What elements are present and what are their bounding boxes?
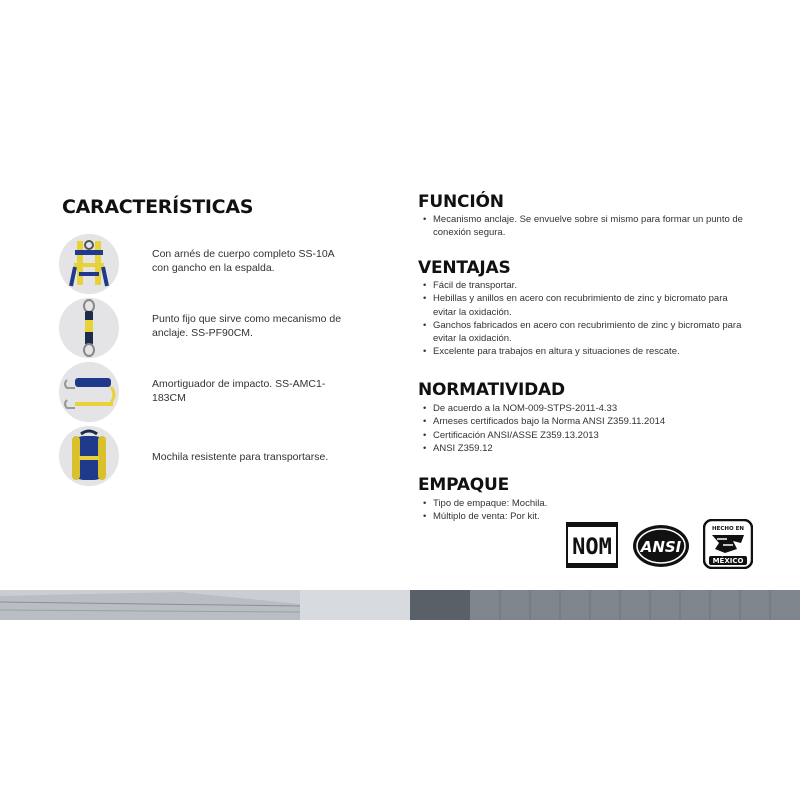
funcion-title: FUNCIÓN — [418, 192, 504, 212]
feature-item — [59, 234, 399, 296]
ventajas-list — [423, 279, 753, 359]
characteristics-title: CARACTERÍSTICAS — [62, 196, 254, 218]
feature-text: Amortiguador de impacto. SS-AMC1-183CM — [152, 378, 326, 404]
list-item: • De acuerdo a la NOM-009-STPS-2011-4.33 — [423, 402, 753, 415]
empaque-title: EMPAQUE — [418, 475, 510, 495]
list-item: • Múltiplo de venta: Por kit. — [423, 510, 753, 523]
feature-text: Con arnés de cuerpo completo SS-10A con gancho en la espalda. — [152, 248, 335, 274]
list-item: • Arneses certificados bajo la Norma ANSI Z359.11.2014 — [423, 415, 753, 428]
nom-logo — [566, 522, 618, 568]
list-item: • Excelente para trabajos en altura y situaciones de rescate. — [423, 345, 753, 358]
list-item: • Ganchos fabricados en acero con recubrimiento de zinc y bicromato para evitar la oxidación. — [423, 319, 753, 346]
harness-icon — [59, 234, 119, 294]
list-item: • ANSI Z359.12 — [423, 442, 753, 455]
hecho-top-text: HECHO EN — [712, 526, 744, 532]
building-banner-image — [0, 590, 800, 620]
ansi-logo-text: ANSI — [640, 538, 682, 556]
list-item: • Certificación ANSI/ASSE Z359.13.2013 — [423, 429, 753, 442]
list-item: • Mecanismo anclaje. Se envuelve sobre si mismo para formar un punto de conexión segura. — [423, 213, 753, 240]
ventajas-title: VENTAJAS — [418, 258, 511, 278]
list-item: • Tipo de empaque: Mochila. — [423, 497, 753, 510]
hecho-en-mexico-logo — [703, 519, 753, 569]
feature-item — [59, 362, 399, 424]
feature-item — [59, 426, 399, 488]
list-item: • Fácil de transportar. — [423, 279, 753, 292]
nom-logo-text: NOM — [572, 535, 612, 560]
hecho-bottom-text: MÉXICO — [712, 557, 744, 565]
anchor-strap-icon — [59, 298, 119, 358]
list-item: • Hebillas y anillos en acero con recubrimiento de zinc y bicromato para evitar la oxidación. — [423, 292, 753, 319]
feature-text: Punto fijo que sirve como mecanismo de anclaje. SS-PF90CM. — [152, 313, 342, 339]
funcion-list — [423, 213, 753, 240]
normatividad-list — [423, 402, 753, 455]
feature-text: Mochila resistente para transportarse. — [152, 451, 329, 463]
shock-absorber-icon — [59, 362, 119, 422]
normatividad-title: NORMATIVIDAD — [418, 380, 565, 400]
ansi-logo — [632, 524, 690, 568]
feature-item — [59, 298, 399, 360]
backpack-icon — [59, 426, 119, 486]
